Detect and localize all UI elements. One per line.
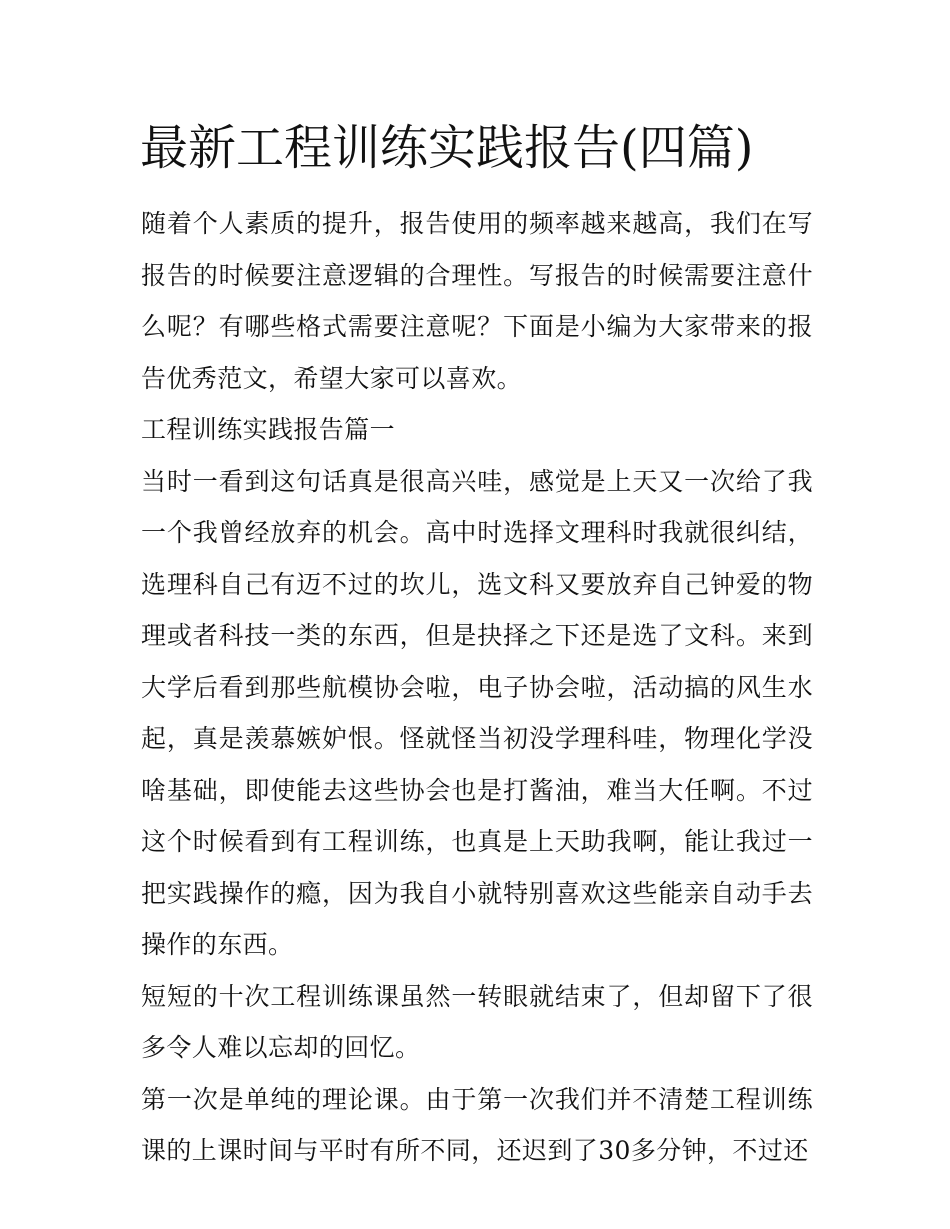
body-paragraph: 短短的十次工程训练课虽然一转眼就结束了，但却留下了很多令人难以忘却的回忆。 bbox=[141, 981, 813, 1062]
document-title: 最新工程训练实践报告(四篇) bbox=[140, 120, 754, 176]
section-heading: 工程训练实践报告篇一 bbox=[141, 415, 396, 444]
document-body bbox=[141, 198, 813, 1177]
body-paragraph: 第一次是单纯的理论课。由于第一次我们并不清楚工程训练课的上课时间与平时有所不同，还迟到了30多分钟，不过还 bbox=[141, 1084, 813, 1165]
body-paragraph: 当时一看到这句话真是很高兴哇，感觉是上天又一次给了我一个我曾经放弃的机会。高中时选择文理科时我就很纠结，选理科自己有迈不过的坎儿，选文科又要放弃自己钟爱的物理或者科技一类的东西，但是抉择之下还是选了文科。来到大学后看到那些航模协会啦，电子协会啦，活动搞的风生水起，真是羡慕嫉妒恨。怪就怪当初没学理科哇，物理化学没啥基础，即使能去这些协会也是打酱油，难当大任啊。不过这个时候看到有工程训练，也真是上天助我啊，能让我过一把实践操作的瘾，因为我自小就特别喜欢这些能亲自动手去操作的东西。 bbox=[141, 466, 813, 959]
intro-paragraph: 随着个人素质的提升，报告使用的频率越来越高，我们在写报告的时候要注意逻辑的合理性。写报告的时候需要注意什么呢？有哪些格式需要注意呢？下面是小编为大家带来的报告优秀范文，希望大家可以喜欢。 bbox=[141, 209, 813, 393]
